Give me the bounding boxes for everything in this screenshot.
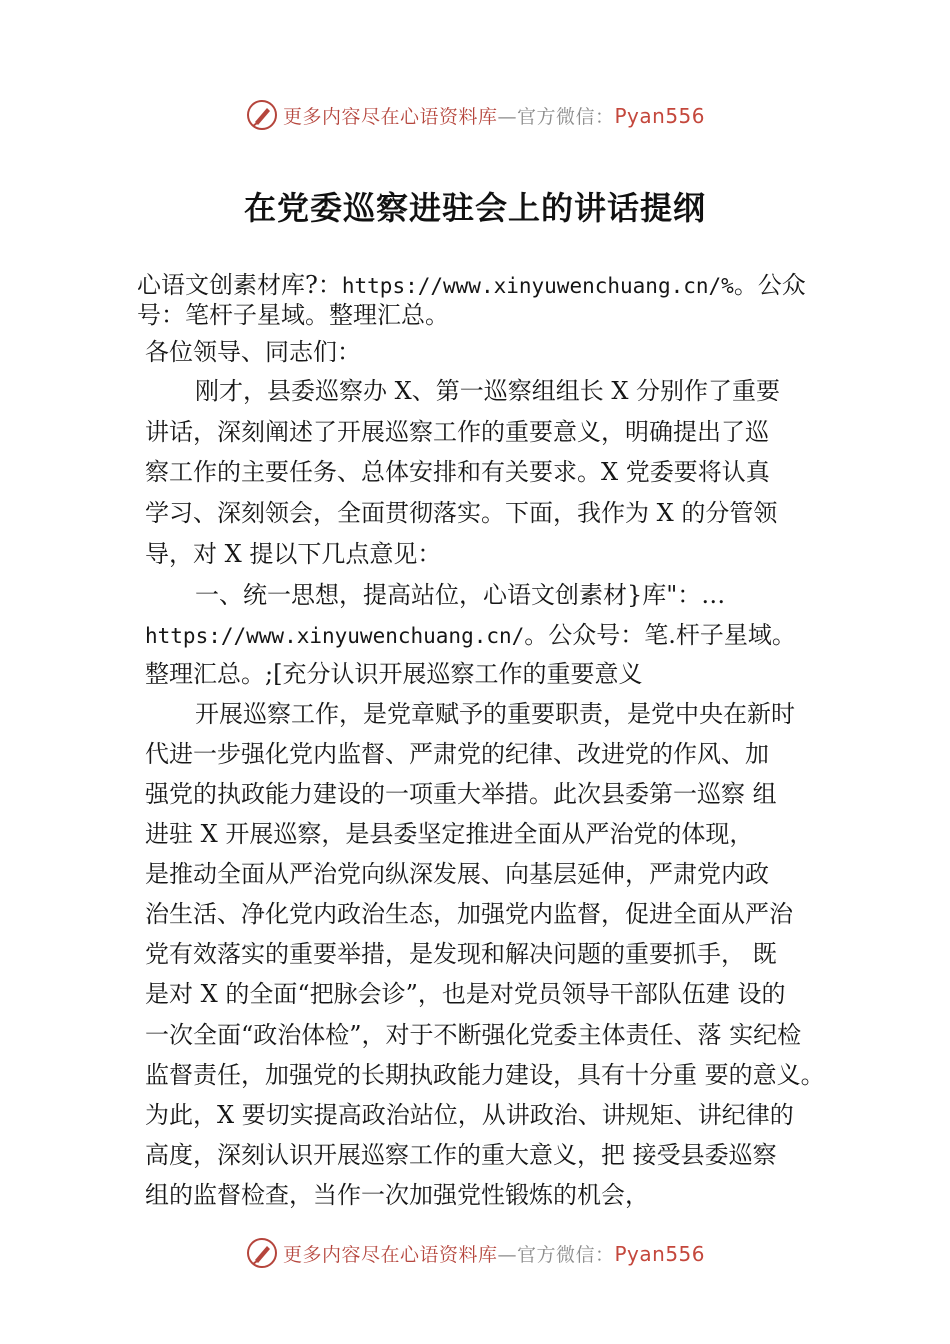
source-line-1: 心语文创素材库?：https://www.xinyuwenchuang.cn/%。公众 [137,271,806,299]
paragraph-line: 监督责任，加强党的长期执政能力建设，具有十分重 要的意义。 [145,1061,825,1089]
paragraph-line: 强党的执政能力建设的一项重大举措。此次县委第一巡察 组 [145,780,777,808]
paragraph-line: 组的监督检查，当作一次加强党性锻炼的机会， [145,1181,649,1209]
paragraph-line: 学习、深刻领会，全面贯彻落实。下面，我作为 X 的分管领 [145,499,778,527]
paragraph-line: 治生活、净化党内政治生态，加强党内监督，促进全面从严治 [145,900,793,928]
source-line-2: 号：笔杆子星域。整理汇总。 [137,301,449,329]
paragraph-line: 刚才，县委巡察办 X、第一巡察组组长 X 分别作了重要 [195,377,781,405]
paragraph-line: 进驻 X 开展巡察，是县委坚定推进全面从严治党的体现， [145,820,754,848]
paragraph-line: 讲话，深刻阐述了开展巡察工作的重要意义，明确提出了巡 [145,418,769,446]
document-title: 在党委巡察进驻会上的讲话提纲 [243,189,706,227]
salutation: 各位领导、同志们： [145,338,361,366]
paragraph-line: 高度，深刻认识开展巡察工作的重大意义，把 接受县委巡察 [145,1141,777,1169]
watermark-banner-top [0,95,950,135]
watermark-text: 更多内容尽在心语资料库—官方微信：Pyan556 [282,103,706,128]
paragraph-line: 察工作的主要任务、总体安排和有关要求。X 党委要将认真 [145,458,770,486]
paragraph-line: 党有效落实的重要举措，是发现和解决问题的重要抓手， 既 [145,940,777,968]
section-heading-line: https://www.xinyuwenchuang.cn/。公众号：笔.杆子星域。 [145,621,796,649]
pen-logo-icon [245,1236,279,1270]
pen-logo-icon [245,98,279,132]
paragraph-line: 开展巡察工作，是党章赋予的重要职责，是党中央在新时 [195,700,795,728]
paragraph-line: 是推动全面从严治党向纵深发展、向基层延伸，严肃党内政 [145,860,769,888]
section-heading-line: 整理汇总。;[充分认识开展巡察工作的重要意义 [145,660,643,688]
paragraph-line: 导，对 X 提以下几点意见： [145,540,442,568]
watermark-text: 更多内容尽在心语资料库—官方微信：Pyan556 [282,1241,706,1266]
paragraph-line: 是对 X 的全面“把脉会诊”，也是对党员领导干部队伍建 设的 [145,980,786,1008]
paragraph-line: 一次全面“政治体检”，对于不断强化党委主体责任、落 实纪检 [145,1021,802,1049]
paragraph-line: 为此，X 要切实提高政治站位，从讲政治、讲规矩、讲纪律的 [145,1101,794,1129]
watermark-banner-bottom [0,1233,950,1273]
section-heading-line: 一、统一思想，提高站位，心语文创素材}库"：… [195,581,726,609]
paragraph-line: 代进一步强化党内监督、严肃党的纪律、改进党的作风、加 [145,740,769,768]
